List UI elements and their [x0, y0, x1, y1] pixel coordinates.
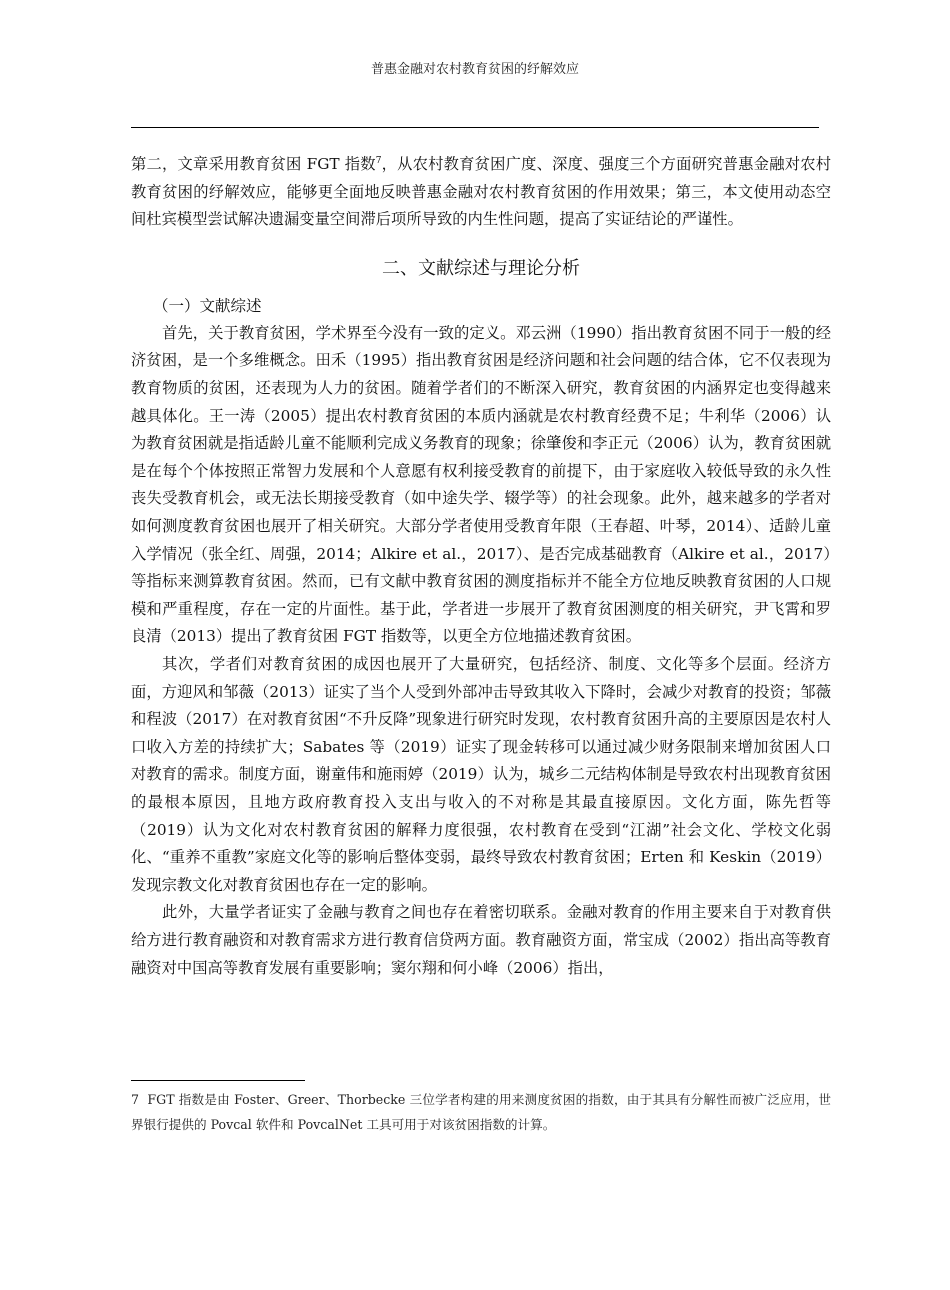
footnote-rule	[131, 1080, 305, 1081]
footnote-text: FGT 指数是由 Foster、Greer、Thorbecke 三位学者构建的用来测度贫困的指数，由于其具有分解性而被广泛应用，世界银行提供的 Povcal 软件和 PovcalNet 工具可用于对该贫困指数的计算。	[131, 1092, 831, 1132]
running-header: 普惠金融对农村教育贫困的纾解效应	[370, 62, 579, 77]
footnote-ref[interactable]: 7	[375, 156, 382, 166]
footnote	[131, 1087, 831, 1137]
body-text	[131, 148, 831, 982]
intro-text-end: ，从农村教育贫困广度、深度、强度三个方面研究普惠金融对农村教育贫困的纾解效应，能够更全面地反映普惠金融对农村教育贫困的作用效果；第三，本文使用动态空间杜宾模型尝试解决遗漏变量空间滞后项所导致的内生性问题，提高了实证结论的严谨性。	[131, 155, 831, 229]
paragraph-definition: 首先，关于教育贫困，学术界至今没有一致的定义。邓云洲（1990）指出教育贫困不同于一般的经济贫困，是一个多维概念。田禾（1995）指出教育贫困是经济问题和社会问题的结合体，它不仅表现为教育物质的贫困，还表现为人力的贫困。随着学者们的不断深入研究，教育贫困的内涵界定也变得越来越具体化。王一涛（2005）提出农村教育贫困的本质内涵就是农村教育经费不足；牛利华（2006）认为教育贫困就是指适龄儿童不能顺利完成义务教育的现象；徐肇俊和李正元（2006）认为，教育贫困就是在每个个体按照正常智力发展和个人意愿有权利接受教育的前提下，由于家庭收入较低导致的永久性丧失受教育机会，或无法长期接受教育（如中途失学、辍学等）的社会现象。此外，越来越多的学者对如何测度教育贫困也展开了相关研究。大部分学者使用受教育年限（王春超、叶琴，2014）、适龄儿童入学情况（张全红、周强，2014；Alkire et al.，2017）、是否完成基础教育（Alkire et al.，2017）等指标来测算教育贫困。然而，已有文献中教育贫困的测度指标并不能全方位地反映教育贫困的人口规模和严重程度，存在一定的片面性。基于此，学者进一步展开了教育贫困测度的相关研究，尹飞霄和罗良清（2013）提出了教育贫困 FGT 指数等，以更全方位地描述教育贫困。	[131, 323, 831, 646]
section-heading: 二、文献综述与理论分析	[382, 257, 580, 279]
footnote-number: 7	[131, 1092, 140, 1107]
header-rule	[131, 127, 819, 128]
intro-text-start: 第二，文章采用教育贫困 FGT 指数	[131, 155, 376, 174]
paragraph-finance: 此外，大量学者证实了金融与教育之间也存在着密切联系。金融对教育的作用主要来自于对教育供给方进行教育融资和对教育需求方进行教育信贷两方面。教育融资方面，常宝成（2002）指出高等教育融资对中国高等教育发展有重要影响；窦尔翔和何小峰（2006）指出，	[131, 903, 831, 977]
subsection-heading: （一）文献综述	[153, 296, 262, 315]
intro-paragraph	[131, 148, 831, 234]
paragraph-causes: 其次，学者们对教育贫困的成因也展开了大量研究，包括经济、制度、文化等多个层面。经济方面，方迎风和邹薇（2013）证实了当个人受到外部冲击导致其收入下降时，会减少对教育的投资；邹薇和程波（2017）在对教育贫困“不升反降”现象进行研究时发现，农村教育贫困升高的主要原因是农村人口收入方差的持续扩大；Sabates 等（2019）证实了现金转移可以通过减少财务限制来增加贫困人口对教育的需求。制度方面，谢童伟和施雨婷（2019）认为，城乡二元结构体制是导致农村出现教育贫困的最根本原因，且地方政府教育投入支出与收入的不对称是其最直接原因。文化方面，陈先哲等（2019）认为文化对农村教育贫困的解释力度很强，农村教育在受到“江湖”社会文化、学校文化弱化、“重养不重教”家庭文化等的影响后整体变弱，最终导致农村教育贫困；Erten 和 Keskin（2019）发现宗教文化对教育贫困也存在一定的影响。	[131, 655, 831, 894]
